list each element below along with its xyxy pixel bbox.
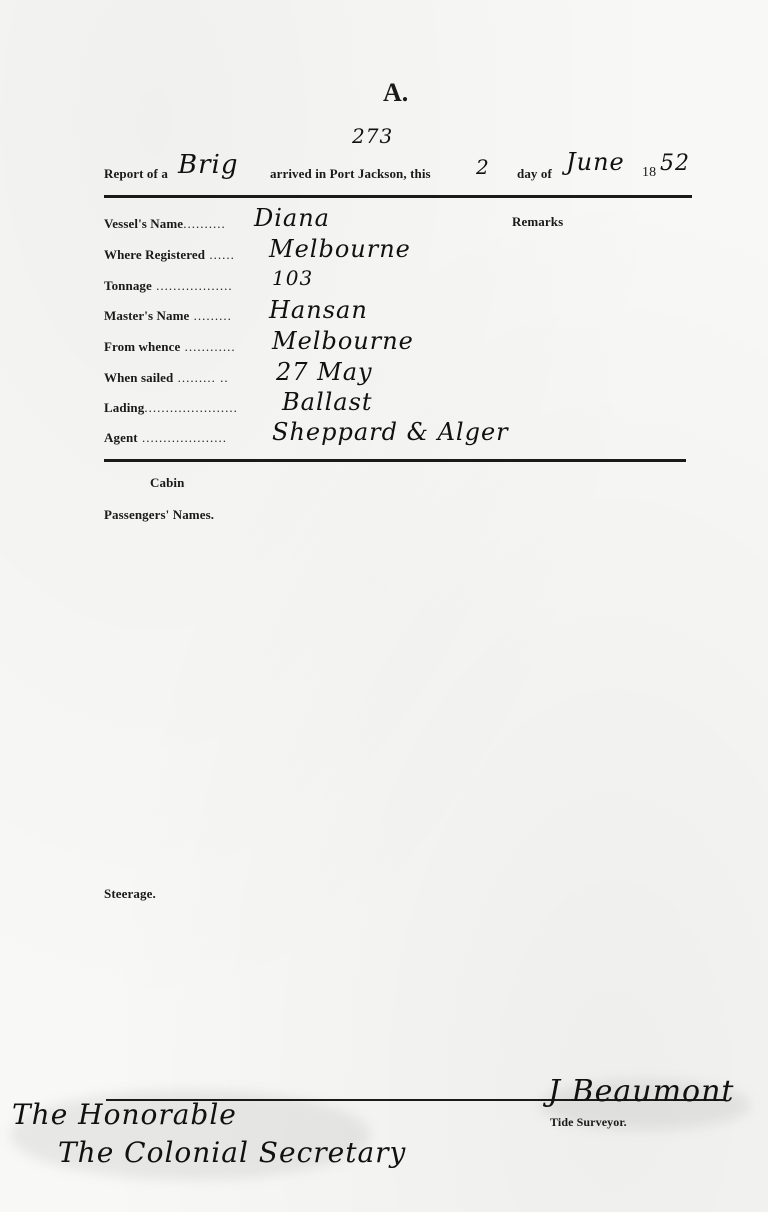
field-value: Hansan	[269, 296, 368, 324]
day-of-label: day of	[517, 166, 552, 181]
addressee-line-1: The Honorable	[12, 1098, 237, 1131]
fields-rule	[104, 459, 686, 462]
surveyor-signature: J Beaumont	[548, 1074, 735, 1109]
field-value: Ballast	[282, 388, 373, 416]
field-label: Where Registered ......	[104, 247, 235, 262]
field-label: Agent ....................	[104, 430, 227, 445]
field-value: 103	[272, 266, 314, 290]
field-label: Vessel's Name..........	[104, 216, 226, 231]
passengers-names-label: Passengers' Names.	[104, 507, 215, 522]
field-value: Sheppard & Alger	[272, 418, 509, 446]
arrival-month-value: June	[566, 148, 625, 176]
field-label: Lading......................	[104, 400, 238, 415]
year-suffix-value: 52	[660, 151, 690, 176]
field-label: Master's Name .........	[104, 308, 232, 323]
field-label: Tonnage ..................	[104, 278, 233, 293]
tide-surveyor-label: Tide Surveyor.	[550, 1115, 627, 1129]
remarks-label: Remarks	[512, 214, 564, 229]
field-label: From whence ............	[104, 339, 236, 354]
field-label: When sailed ......... ..	[104, 370, 229, 385]
arrival-day-value: 2	[476, 155, 490, 179]
field-value: Melbourne	[269, 235, 411, 263]
report-number: 273	[352, 124, 394, 148]
field-value: Melbourne	[272, 327, 414, 355]
addressee-line-2: The Colonial Secretary	[58, 1136, 407, 1169]
field-value: 27 May	[276, 358, 373, 386]
field-value: Diana	[254, 204, 330, 232]
report-of-label: Report of a	[104, 166, 168, 181]
header-rule	[104, 195, 692, 198]
year-prefix: 18	[642, 165, 657, 180]
form-letter: A.	[383, 78, 409, 107]
vessel-type-value: Brig	[178, 150, 239, 180]
steerage-label: Steerage.	[104, 886, 156, 901]
cabin-label: Cabin	[150, 475, 185, 490]
arrived-label: arrived in Port Jackson, this	[270, 166, 431, 181]
